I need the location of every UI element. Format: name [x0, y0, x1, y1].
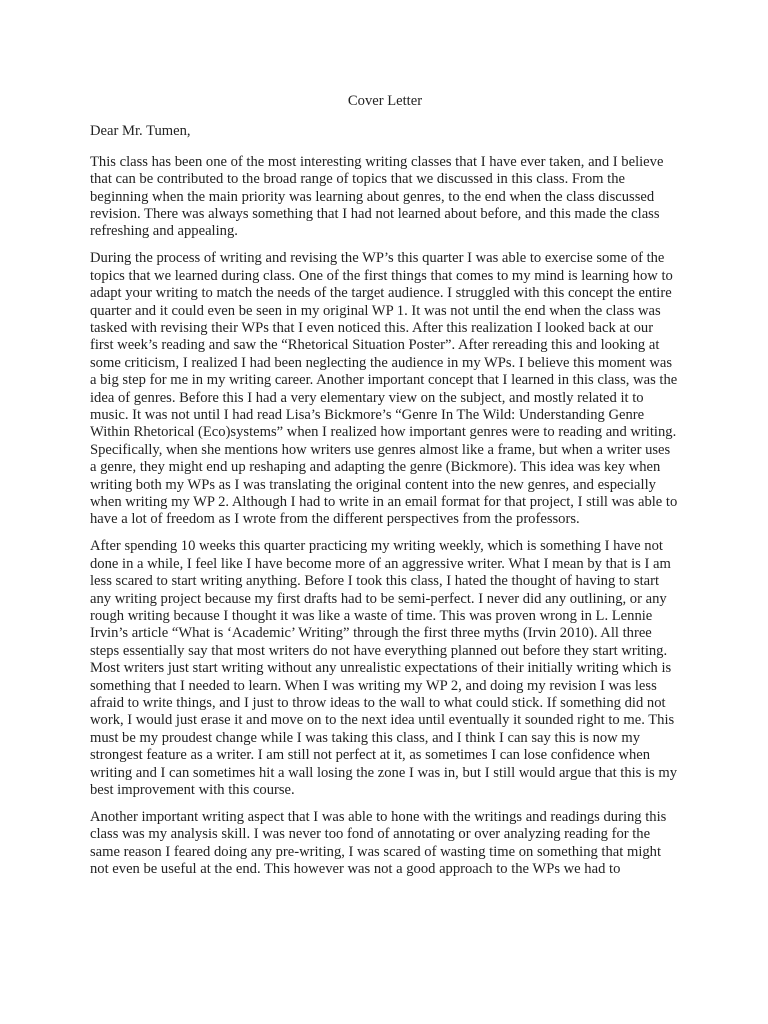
paragraph-aggressive-writer: After spending 10 weeks this quarter practicing my writing weekly, which is something I have not done in a while, I feel like I have become more of an aggressive writer. What I mean by that is I am less scared to start writing anything. Before I took this class, I hated the thought of having to start any writing project because my first drafts had to be semi-perfect. I never did any outlining, or any rough writing because I thought it was like a waste of time. This was proven wrong in L. Lennie Irvin’s article “What is ‘Academic’ Writing” through the first three myths (Irvin 2010). All three steps essentially say that most writers do not have everything planned out before they start writing. Most writers just start writing without any unrealistic expectations of their initially writing which is something that I needed to learn. When I was writing my WP 2, and doing my revision I was less afraid to write things, and I just to throw ideas to the wall to what could stick. If something did not work, I would just erase it and move on to the next idea until eventually it sounded right to me. This must be my proudest change while I was taking this class, and I think I can say this is now my strongest feature as a writer. I am still not perfect at it, as sometimes I can lose confidence when writing and I can sometimes hit a wall losing the zone I was in, but I still would argue that this is my best improvement with this course. [90, 538, 678, 799]
letter-body [90, 93, 680, 888]
paragraph-analysis-skill: Another important writing aspect that I was able to hone with the writings and readings during this class was my analysis skill. I was never too fond of annotating or over analyzing reading for the same reason I feared doing any pre-writing, I was scared of wasting time on something that might not even be useful at the end. This however was not a good approach to the WPs we had to [90, 808, 667, 878]
salutation: Dear Mr. Tumen, [90, 123, 191, 140]
paragraph-audience-genres: During the process of writing and revising the WP’s this quarter I was able to exercise some of the topics that we learned during class. One of the first things that comes to my mind is learning how to adapt your writing to match the needs of the target audience. I struggled with this concept the entire quarter and it could even be seen in my original WP 1. It was not until the end when the class was tasked with revising their WPs that I even noticed this. After this realization I looked back at our first week’s reading and saw the “Rhetorical Situation Poster”. After rereading this and looking at some criticism, I realized I had been neglecting the audience in my WPs. I believe this moment was a big step for me in my writing career. Another important concept that I learned in this class, was the idea of genres. Before this I had a very elementary view on the subject, and mostly related it to music. It was not until I had read Lisa’s Bickmore’s “Genre In The Wild: Understanding Genre Within Rhetorical (Eco)systems” when I realized how important genres were to reading and writing. Specifically, when she mentions how writers use genres almost like a frame, but when a writer uses a genre, they might end up reshaping and adapting the genre (Bickmore). This idea was key when writing both my WPs as I was translating the original content into the new genres, and especially when writing my WP 2. Although I had to write in an email format for that project, I still was able to have a lot of freedom as I wrote from the different perspectives from the professors. [90, 250, 678, 528]
document-title: Cover Letter [347, 93, 423, 109]
paragraph-intro: This class has been one of the most interesting writing classes that I have ever taken, and I believe that can be contributed to the broad range of topics that we discussed in this class. From the beginning when the main priority was learning about genres, to the end when the class discussed revision. There was always something that I had not learned about before, and this made the class refreshing and appealing. [90, 153, 664, 240]
